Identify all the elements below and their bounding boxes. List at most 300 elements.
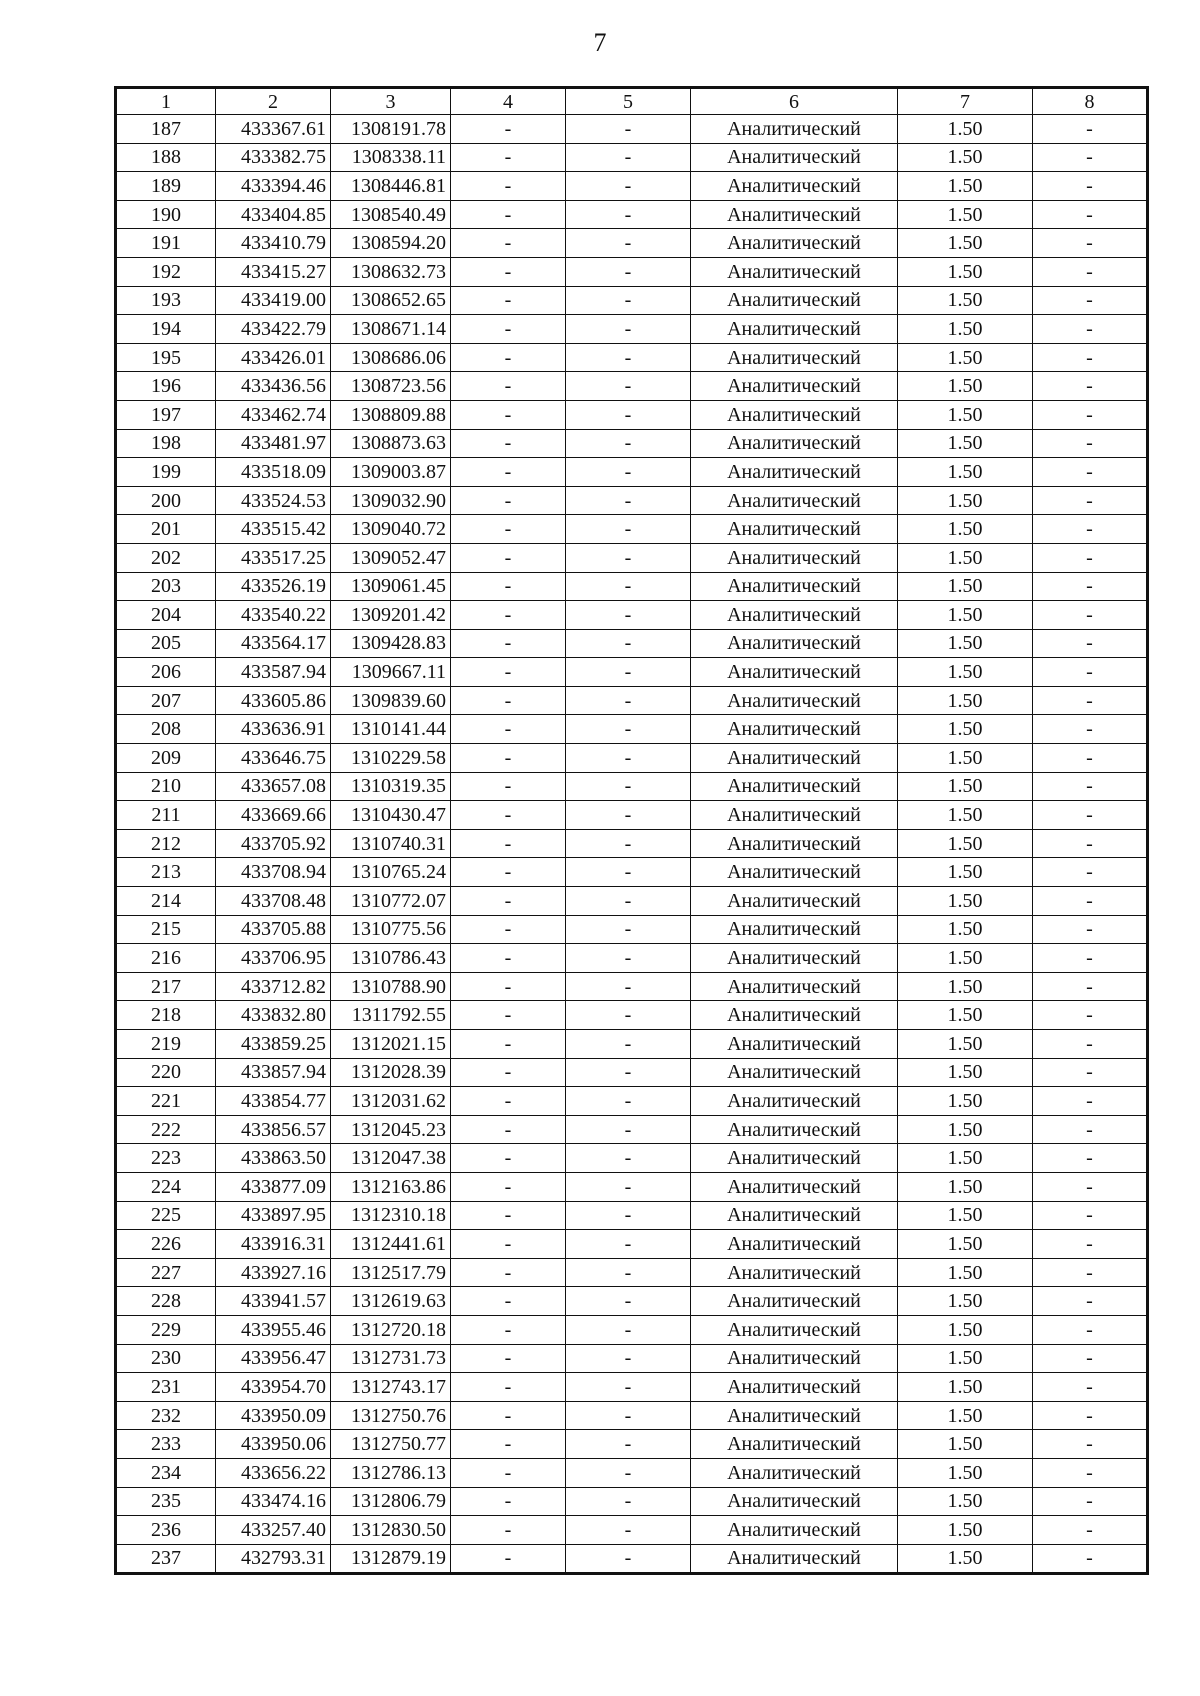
cell-accuracy: 1.50 [898,486,1033,515]
cell-col-4: - [451,1201,566,1230]
cell-x-coordinate: 433859.25 [216,1030,331,1059]
cell-x-coordinate: 433669.66 [216,801,331,830]
cell-col-5: - [566,1030,691,1059]
cell-y-coordinate: 1312031.62 [331,1087,451,1116]
cell-col-5: - [566,1315,691,1344]
cell-y-coordinate: 1312441.61 [331,1230,451,1259]
cell-y-coordinate: 1312517.79 [331,1258,451,1287]
cell-point-number: 195 [116,343,216,372]
cell-method: Аналитический [691,715,898,744]
cell-col-4: - [451,658,566,687]
cell-method: Аналитический [691,1144,898,1173]
cell-y-coordinate: 1309839.60 [331,686,451,715]
cell-x-coordinate: 433587.94 [216,658,331,687]
cell-method: Аналитический [691,1373,898,1402]
cell-col-5: - [566,1001,691,1030]
cell-point-number: 229 [116,1315,216,1344]
cell-point-number: 230 [116,1344,216,1373]
cell-y-coordinate: 1308652.65 [331,286,451,315]
cell-accuracy: 1.50 [898,1401,1033,1430]
table-row [116,1115,1148,1144]
cell-method: Аналитический [691,257,898,286]
cell-col-8: - [1033,115,1148,144]
cell-col-8: - [1033,1315,1148,1344]
cell-point-number: 219 [116,1030,216,1059]
cell-method: Аналитический [691,572,898,601]
cell-method: Аналитический [691,372,898,401]
cell-col-4: - [451,801,566,830]
cell-col-4: - [451,944,566,973]
cell-x-coordinate: 433657.08 [216,772,331,801]
cell-accuracy: 1.50 [898,829,1033,858]
cell-col-4: - [451,172,566,201]
cell-point-number: 197 [116,400,216,429]
cell-col-4: - [451,572,566,601]
cell-accuracy: 1.50 [898,515,1033,544]
cell-col-8: - [1033,1172,1148,1201]
cell-col-5: - [566,972,691,1001]
cell-col-4: - [451,1287,566,1316]
cell-col-5: - [566,486,691,515]
cell-accuracy: 1.50 [898,400,1033,429]
cell-point-number: 199 [116,458,216,487]
cell-accuracy: 1.50 [898,972,1033,1001]
cell-col-8: - [1033,1258,1148,1287]
cell-x-coordinate: 433410.79 [216,229,331,258]
cell-col-5: - [566,1373,691,1402]
cell-col-4: - [451,1001,566,1030]
cell-accuracy: 1.50 [898,343,1033,372]
cell-accuracy: 1.50 [898,458,1033,487]
cell-method: Аналитический [691,658,898,687]
cell-col-5: - [566,829,691,858]
cell-x-coordinate: 433415.27 [216,257,331,286]
cell-col-4: - [451,972,566,1001]
cell-point-number: 196 [116,372,216,401]
cell-method: Аналитический [691,486,898,515]
cell-col-4: - [451,1401,566,1430]
cell-accuracy: 1.50 [898,1030,1033,1059]
cell-y-coordinate: 1308686.06 [331,343,451,372]
cell-method: Аналитический [691,1344,898,1373]
cell-y-coordinate: 1311792.55 [331,1001,451,1030]
cell-col-4: - [451,1344,566,1373]
column-header: 7 [898,88,1033,115]
cell-col-5: - [566,543,691,572]
table-row [116,1401,1148,1430]
cell-accuracy: 1.50 [898,1258,1033,1287]
table-row [116,1344,1148,1373]
coordinates-table [114,86,1149,1575]
cell-point-number: 210 [116,772,216,801]
cell-x-coordinate: 433422.79 [216,315,331,344]
table-row [116,200,1148,229]
cell-col-5: - [566,858,691,887]
cell-col-4: - [451,515,566,544]
cell-x-coordinate: 433636.91 [216,715,331,744]
cell-y-coordinate: 1312021.15 [331,1030,451,1059]
cell-method: Аналитический [691,858,898,887]
cell-y-coordinate: 1309667.11 [331,658,451,687]
page-number: 7 [593,28,607,57]
cell-x-coordinate: 433705.88 [216,915,331,944]
cell-method: Аналитический [691,629,898,658]
cell-point-number: 188 [116,143,216,172]
cell-x-coordinate: 433877.09 [216,1172,331,1201]
cell-method: Аналитический [691,1087,898,1116]
cell-accuracy: 1.50 [898,1344,1033,1373]
cell-col-4: - [451,1058,566,1087]
cell-point-number: 222 [116,1115,216,1144]
cell-col-8: - [1033,972,1148,1001]
cell-x-coordinate: 433481.97 [216,429,331,458]
cell-y-coordinate: 1310141.44 [331,715,451,744]
table-row [116,115,1148,144]
cell-col-4: - [451,1030,566,1059]
table-row [116,257,1148,286]
cell-col-5: - [566,1344,691,1373]
cell-accuracy: 1.50 [898,1172,1033,1201]
cell-x-coordinate: 433706.95 [216,944,331,973]
cell-col-8: - [1033,1373,1148,1402]
cell-accuracy: 1.50 [898,1230,1033,1259]
cell-x-coordinate: 433712.82 [216,972,331,1001]
cell-y-coordinate: 1312731.73 [331,1344,451,1373]
cell-point-number: 216 [116,944,216,973]
cell-col-4: - [451,858,566,887]
table-row [116,1230,1148,1259]
cell-accuracy: 1.50 [898,1287,1033,1316]
cell-accuracy: 1.50 [898,429,1033,458]
cell-y-coordinate: 1312830.50 [331,1516,451,1545]
cell-y-coordinate: 1309032.90 [331,486,451,515]
cell-point-number: 214 [116,887,216,916]
table-row [116,629,1148,658]
table-row [116,658,1148,687]
cell-col-8: - [1033,257,1148,286]
cell-point-number: 232 [116,1401,216,1430]
cell-col-8: - [1033,858,1148,887]
table-row [116,458,1148,487]
cell-point-number: 198 [116,429,216,458]
column-header: 2 [216,88,331,115]
table-row [116,601,1148,630]
cell-col-8: - [1033,744,1148,773]
cell-point-number: 235 [116,1487,216,1516]
cell-col-8: - [1033,486,1148,515]
cell-col-4: - [451,286,566,315]
cell-col-4: - [451,1544,566,1574]
cell-col-8: - [1033,658,1148,687]
cell-point-number: 200 [116,486,216,515]
cell-x-coordinate: 433404.85 [216,200,331,229]
cell-col-4: - [451,1430,566,1459]
table-row [116,887,1148,916]
cell-col-8: - [1033,1344,1148,1373]
cell-accuracy: 1.50 [898,1315,1033,1344]
cell-col-4: - [451,715,566,744]
cell-accuracy: 1.50 [898,1516,1033,1545]
cell-x-coordinate: 433382.75 [216,143,331,172]
cell-y-coordinate: 1308191.78 [331,115,451,144]
cell-col-5: - [566,115,691,144]
cell-accuracy: 1.50 [898,858,1033,887]
cell-col-4: - [451,601,566,630]
cell-point-number: 227 [116,1258,216,1287]
cell-col-5: - [566,1230,691,1259]
cell-col-4: - [451,1516,566,1545]
cell-col-8: - [1033,944,1148,973]
cell-x-coordinate: 433564.17 [216,629,331,658]
table-header-row [116,88,1148,115]
cell-x-coordinate: 433462.74 [216,400,331,429]
cell-accuracy: 1.50 [898,286,1033,315]
cell-y-coordinate: 1308809.88 [331,400,451,429]
table-row [116,143,1148,172]
cell-y-coordinate: 1312028.39 [331,1058,451,1087]
table-row [116,572,1148,601]
table-row [116,1087,1148,1116]
cell-accuracy: 1.50 [898,715,1033,744]
cell-x-coordinate: 433367.61 [216,115,331,144]
cell-y-coordinate: 1309201.42 [331,601,451,630]
cell-x-coordinate: 433436.56 [216,372,331,401]
cell-col-4: - [451,429,566,458]
cell-point-number: 205 [116,629,216,658]
table-row [116,915,1148,944]
cell-col-8: - [1033,1144,1148,1173]
cell-point-number: 194 [116,315,216,344]
cell-col-4: - [451,915,566,944]
table-row [116,400,1148,429]
cell-y-coordinate: 1312750.76 [331,1401,451,1430]
cell-point-number: 221 [116,1087,216,1116]
cell-col-8: - [1033,715,1148,744]
cell-point-number: 206 [116,658,216,687]
cell-col-8: - [1033,801,1148,830]
cell-y-coordinate: 1312619.63 [331,1287,451,1316]
cell-col-4: - [451,1258,566,1287]
table-row [116,315,1148,344]
cell-accuracy: 1.50 [898,1087,1033,1116]
cell-col-8: - [1033,172,1148,201]
cell-method: Аналитический [691,686,898,715]
cell-y-coordinate: 1312879.19 [331,1544,451,1574]
cell-y-coordinate: 1310740.31 [331,829,451,858]
cell-point-number: 204 [116,601,216,630]
table-row [116,1030,1148,1059]
cell-col-4: - [451,887,566,916]
cell-x-coordinate: 432793.31 [216,1544,331,1574]
cell-col-4: - [451,744,566,773]
cell-y-coordinate: 1309061.45 [331,572,451,601]
cell-col-4: - [451,1315,566,1344]
cell-col-4: - [451,200,566,229]
table-row [116,801,1148,830]
cell-method: Аналитический [691,1487,898,1516]
cell-col-8: - [1033,686,1148,715]
cell-y-coordinate: 1310229.58 [331,744,451,773]
table-body [116,115,1148,1574]
cell-x-coordinate: 433863.50 [216,1144,331,1173]
table-row [116,829,1148,858]
cell-accuracy: 1.50 [898,1115,1033,1144]
cell-col-4: - [451,315,566,344]
cell-x-coordinate: 433656.22 [216,1458,331,1487]
cell-col-5: - [566,200,691,229]
cell-method: Аналитический [691,115,898,144]
cell-col-4: - [451,400,566,429]
cell-y-coordinate: 1308540.49 [331,200,451,229]
cell-y-coordinate: 1309040.72 [331,515,451,544]
table-row [116,686,1148,715]
table-row [116,1001,1148,1030]
cell-method: Аналитический [691,200,898,229]
cell-x-coordinate: 433955.46 [216,1315,331,1344]
cell-col-5: - [566,400,691,429]
cell-accuracy: 1.50 [898,1430,1033,1459]
cell-y-coordinate: 1312310.18 [331,1201,451,1230]
cell-col-5: - [566,343,691,372]
cell-y-coordinate: 1309428.83 [331,629,451,658]
cell-method: Аналитический [691,1001,898,1030]
cell-point-number: 226 [116,1230,216,1259]
cell-col-5: - [566,1430,691,1459]
table-row [116,486,1148,515]
cell-col-5: - [566,1287,691,1316]
cell-col-5: - [566,915,691,944]
cell-col-8: - [1033,1087,1148,1116]
cell-x-coordinate: 433426.01 [216,343,331,372]
table-row [116,1373,1148,1402]
cell-method: Аналитический [691,801,898,830]
cell-point-number: 228 [116,1287,216,1316]
cell-method: Аналитический [691,315,898,344]
cell-col-8: - [1033,915,1148,944]
cell-col-5: - [566,944,691,973]
cell-col-4: - [451,1115,566,1144]
table-row [116,372,1148,401]
table-row [116,1287,1148,1316]
cell-y-coordinate: 1308446.81 [331,172,451,201]
cell-method: Аналитический [691,1287,898,1316]
cell-x-coordinate: 433832.80 [216,1001,331,1030]
cell-col-8: - [1033,1201,1148,1230]
cell-point-number: 233 [116,1430,216,1459]
cell-point-number: 207 [116,686,216,715]
table-row [116,543,1148,572]
cell-col-8: - [1033,572,1148,601]
table-row [116,715,1148,744]
cell-col-8: - [1033,1287,1148,1316]
table-row [116,1430,1148,1459]
cell-point-number: 218 [116,1001,216,1030]
cell-col-5: - [566,257,691,286]
cell-col-8: - [1033,1458,1148,1487]
table-row [116,744,1148,773]
cell-col-5: - [566,801,691,830]
cell-method: Аналитический [691,972,898,1001]
cell-col-5: - [566,1516,691,1545]
cell-point-number: 189 [116,172,216,201]
table-row [116,972,1148,1001]
cell-y-coordinate: 1312806.79 [331,1487,451,1516]
cell-method: Аналитический [691,1401,898,1430]
table-row [116,1315,1148,1344]
cell-accuracy: 1.50 [898,1373,1033,1402]
cell-accuracy: 1.50 [898,772,1033,801]
cell-method: Аналитический [691,1544,898,1574]
cell-col-4: - [451,372,566,401]
cell-point-number: 190 [116,200,216,229]
cell-col-4: - [451,343,566,372]
cell-method: Аналитический [691,1315,898,1344]
cell-col-5: - [566,1258,691,1287]
cell-col-5: - [566,1172,691,1201]
cell-col-4: - [451,1487,566,1516]
cell-method: Аналитический [691,829,898,858]
cell-col-8: - [1033,1058,1148,1087]
cell-point-number: 213 [116,858,216,887]
table-row [116,172,1148,201]
cell-x-coordinate: 433517.25 [216,543,331,572]
cell-col-5: - [566,629,691,658]
cell-accuracy: 1.50 [898,887,1033,916]
table-row [116,1058,1148,1087]
cell-method: Аналитический [691,458,898,487]
cell-x-coordinate: 433857.94 [216,1058,331,1087]
cell-col-4: - [451,686,566,715]
cell-col-5: - [566,315,691,344]
table-row [116,1487,1148,1516]
cell-col-8: - [1033,1430,1148,1459]
cell-x-coordinate: 433705.92 [216,829,331,858]
table-row [116,1258,1148,1287]
cell-x-coordinate: 433927.16 [216,1258,331,1287]
cell-col-8: - [1033,143,1148,172]
column-header: 8 [1033,88,1148,115]
cell-accuracy: 1.50 [898,229,1033,258]
cell-x-coordinate: 433646.75 [216,744,331,773]
cell-x-coordinate: 433897.95 [216,1201,331,1230]
cell-accuracy: 1.50 [898,372,1033,401]
cell-accuracy: 1.50 [898,686,1033,715]
cell-col-4: - [451,229,566,258]
cell-col-5: - [566,1458,691,1487]
cell-y-coordinate: 1312045.23 [331,1115,451,1144]
cell-col-5: - [566,458,691,487]
table-row [116,1172,1148,1201]
table-row [116,1516,1148,1545]
cell-accuracy: 1.50 [898,315,1033,344]
cell-col-4: - [451,1458,566,1487]
cell-accuracy: 1.50 [898,658,1033,687]
cell-col-4: - [451,115,566,144]
cell-method: Аналитический [691,1201,898,1230]
cell-col-8: - [1033,1001,1148,1030]
table-row [116,858,1148,887]
cell-point-number: 225 [116,1201,216,1230]
cell-method: Аналитический [691,286,898,315]
cell-col-5: - [566,429,691,458]
cell-method: Аналитический [691,343,898,372]
cell-method: Аналитический [691,172,898,201]
cell-accuracy: 1.50 [898,1544,1033,1574]
cell-col-4: - [451,1230,566,1259]
cell-method: Аналитический [691,1172,898,1201]
cell-point-number: 209 [116,744,216,773]
cell-x-coordinate: 433540.22 [216,601,331,630]
